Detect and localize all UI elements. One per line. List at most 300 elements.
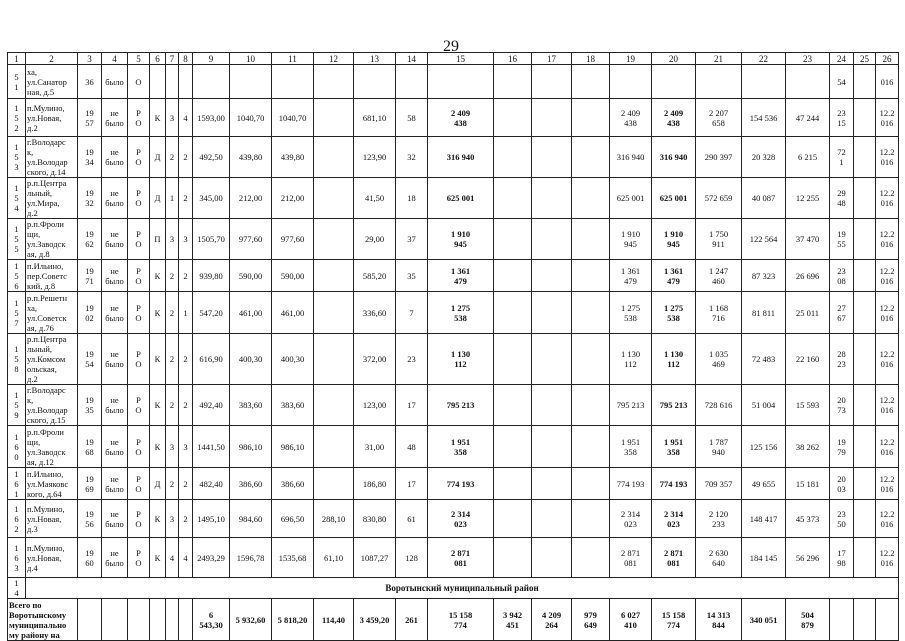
cell-empty xyxy=(102,599,128,641)
cell-c23: 12 255 xyxy=(786,178,830,219)
cell-c24: 54 xyxy=(830,65,854,99)
cell-c22: 49 655 xyxy=(742,468,786,500)
cell-c21: 572 659 xyxy=(696,178,742,219)
cell-c21: 2 207 658 xyxy=(696,99,742,137)
column-number-header: 26 xyxy=(876,53,899,65)
cell-c26: 12.2 016 xyxy=(876,219,899,260)
cell-c6: Д xyxy=(150,178,166,219)
cell-c11: 977,60 xyxy=(272,219,314,260)
cell-c20: 1 910 945 xyxy=(652,219,696,260)
cell-c12 xyxy=(314,178,354,219)
cell-c6: К xyxy=(150,334,166,385)
cell-c14: 7 xyxy=(396,292,428,334)
cell-c11: 461,00 xyxy=(272,292,314,334)
cell-year: 19 60 xyxy=(78,538,102,578)
cell-c15: 1 130 112 xyxy=(428,334,494,385)
cell-repair: не было xyxy=(102,137,128,178)
cell-repair: не было xyxy=(102,292,128,334)
cell-c14: 17 xyxy=(396,385,428,426)
table-row xyxy=(8,426,899,468)
cell-c13: 585,20 xyxy=(354,260,396,292)
cell-c21: 1 168 716 xyxy=(696,292,742,334)
cell-c13: 29,00 xyxy=(354,219,396,260)
cell-repair: не было xyxy=(102,219,128,260)
cell-mat: Р О xyxy=(128,468,150,500)
cell-c23: 56 296 xyxy=(786,538,830,578)
cell-c10: 461,00 xyxy=(230,292,272,334)
cell-repair: не было xyxy=(102,500,128,538)
cell-c20: 625 001 xyxy=(652,178,696,219)
district-title: Воротынский муниципальный район xyxy=(26,578,899,599)
cell-c19: 1 951 358 xyxy=(610,426,652,468)
cell-c21: 290 397 xyxy=(696,137,742,178)
cell-c18 xyxy=(572,137,610,178)
cell-c19: 1 910 945 xyxy=(610,219,652,260)
column-number-header: 18 xyxy=(572,53,610,65)
cell-c25 xyxy=(854,334,876,385)
cell-c15: 1 275 538 xyxy=(428,292,494,334)
cell-c17 xyxy=(532,426,572,468)
cell-year: 19 57 xyxy=(78,99,102,137)
cell-c8: 4 xyxy=(179,538,193,578)
cell-year: 19 62 xyxy=(78,219,102,260)
cell-c10: 984,60 xyxy=(230,500,272,538)
cell-c22: 72 483 xyxy=(742,334,786,385)
cell-c16 xyxy=(494,468,532,500)
cell-c7: 3 xyxy=(166,99,179,137)
cell-c10: 590,00 xyxy=(230,260,272,292)
total-c17: 4 209 264 xyxy=(532,599,572,641)
cell-c6 xyxy=(150,65,166,99)
cell-c11: 1535,68 xyxy=(272,538,314,578)
cell-c15: 2 871 081 xyxy=(428,538,494,578)
cell-c24: 20 03 xyxy=(830,468,854,500)
cell-c12 xyxy=(314,385,354,426)
cell-num: 1 5 7 xyxy=(8,292,26,334)
cell-c18 xyxy=(572,292,610,334)
cell-c12 xyxy=(314,334,354,385)
cell-c18 xyxy=(572,65,610,99)
total-c10: 5 932,60 xyxy=(230,599,272,641)
cell-empty xyxy=(150,599,166,641)
cell-c21: 709 357 xyxy=(696,468,742,500)
cell-year: 19 32 xyxy=(78,178,102,219)
cell-c22 xyxy=(742,65,786,99)
column-number-header: 16 xyxy=(494,53,532,65)
cell-c24: 23 08 xyxy=(830,260,854,292)
column-number-header: 4 xyxy=(102,53,128,65)
cell-c9: 1593,00 xyxy=(193,99,230,137)
cell-c18 xyxy=(572,219,610,260)
cell-year: 36 xyxy=(78,65,102,99)
cell-num: 1 5 6 xyxy=(8,260,26,292)
cell-c6: К xyxy=(150,385,166,426)
table-row xyxy=(8,260,899,292)
total-c23: 504 879 xyxy=(786,599,830,641)
district-total-row xyxy=(8,599,899,641)
total-c18: 979 649 xyxy=(572,599,610,641)
cell-c12 xyxy=(314,292,354,334)
cell-c13: 123,00 xyxy=(354,385,396,426)
cell-addr: г.Володарс к, ул.Володар ского, д.15 xyxy=(26,385,78,426)
district-header-row xyxy=(8,578,899,599)
cell-c10: 400,30 xyxy=(230,334,272,385)
cell-c19: 2 871 081 xyxy=(610,538,652,578)
cell-c26: 12.2 016 xyxy=(876,334,899,385)
cell-c20: 1 951 358 xyxy=(652,426,696,468)
cell-c13: 681,10 xyxy=(354,99,396,137)
column-number-header: 6 xyxy=(150,53,166,65)
column-number-header: 17 xyxy=(532,53,572,65)
cell-c9: 482,40 xyxy=(193,468,230,500)
cell-c26: 12.2 016 xyxy=(876,385,899,426)
cell-c8: 2 xyxy=(179,260,193,292)
cell-addr: р.п.Центра льный, ул.Мира, д.2 xyxy=(26,178,78,219)
total-c14: 261 xyxy=(396,599,428,641)
cell-c22: 87 323 xyxy=(742,260,786,292)
cell-c14: 128 xyxy=(396,538,428,578)
cell-num: 1 5 9 xyxy=(8,385,26,426)
column-number-header: 23 xyxy=(786,53,830,65)
cell-c10: 386,60 xyxy=(230,468,272,500)
cell-num: 1 5 3 xyxy=(8,137,26,178)
cell-c25 xyxy=(854,219,876,260)
total-c12: 114,40 xyxy=(314,599,354,641)
cell-c19: 2 409 438 xyxy=(610,99,652,137)
cell-c7: 3 xyxy=(166,219,179,260)
cell-addr: ха, ул.Санатор ная, д.5 xyxy=(26,65,78,99)
cell-year: 19 02 xyxy=(78,292,102,334)
cell-c22: 81 811 xyxy=(742,292,786,334)
cell-c15: 1 910 945 xyxy=(428,219,494,260)
cell-mat: Р О xyxy=(128,500,150,538)
cell-mat: Р О xyxy=(128,99,150,137)
column-number-header: 2 xyxy=(26,53,78,65)
cell-c7: 3 xyxy=(166,500,179,538)
cell-c17 xyxy=(532,178,572,219)
cell-c25 xyxy=(854,65,876,99)
cell-c20: 1 275 538 xyxy=(652,292,696,334)
cell-c11: 400,30 xyxy=(272,334,314,385)
cell-addr: р.п.Решетн ха, ул.Советск ая, д.76 xyxy=(26,292,78,334)
column-number-header: 15 xyxy=(428,53,494,65)
cell-repair: не было xyxy=(102,99,128,137)
table-row xyxy=(8,178,899,219)
total-c20: 15 158 774 xyxy=(652,599,696,641)
cell-empty xyxy=(128,599,150,641)
cell-c9: 345,00 xyxy=(193,178,230,219)
cell-c20 xyxy=(652,65,696,99)
cell-c18 xyxy=(572,99,610,137)
cell-c8: 2 xyxy=(179,137,193,178)
cell-c6: К xyxy=(150,500,166,538)
cell-c14: 17 xyxy=(396,468,428,500)
cell-c17 xyxy=(532,500,572,538)
cell-addr: п.Мулино, ул.Новая, д.3 xyxy=(26,500,78,538)
cell-c7: 2 xyxy=(166,260,179,292)
cell-c21: 1 247 460 xyxy=(696,260,742,292)
cell-c16 xyxy=(494,426,532,468)
column-number-header: 19 xyxy=(610,53,652,65)
cell-c13: 830,80 xyxy=(354,500,396,538)
cell-c25 xyxy=(854,178,876,219)
cell-c14 xyxy=(396,65,428,99)
cell-c16 xyxy=(494,500,532,538)
total-label: Всего по Воротынскому муниципально му району на xyxy=(8,599,78,641)
cell-c16 xyxy=(494,219,532,260)
cell-c19: 774 193 xyxy=(610,468,652,500)
column-number-header: 25 xyxy=(854,53,876,65)
cell-addr: п.Мулино, ул.Новая, д.2 xyxy=(26,99,78,137)
cell-c16 xyxy=(494,538,532,578)
cell-c6: Д xyxy=(150,137,166,178)
column-number-header: 12 xyxy=(314,53,354,65)
cell-c24: 23 15 xyxy=(830,99,854,137)
cell-c25 xyxy=(854,468,876,500)
cell-c9 xyxy=(193,65,230,99)
cell-c8 xyxy=(179,65,193,99)
cell-c10: 1596,78 xyxy=(230,538,272,578)
cell-repair: не было xyxy=(102,260,128,292)
cell-c18 xyxy=(572,468,610,500)
cell-c6: П xyxy=(150,219,166,260)
cell-c8: 2 xyxy=(179,468,193,500)
cell-c9: 492,40 xyxy=(193,385,230,426)
cell-c26: 12.2 016 xyxy=(876,426,899,468)
cell-c7: 2 xyxy=(166,334,179,385)
column-number-header: 21 xyxy=(696,53,742,65)
cell-c16 xyxy=(494,260,532,292)
table-row xyxy=(8,385,899,426)
cell-c21: 2 120 233 xyxy=(696,500,742,538)
cell-addr: п.Ильино, ул.Маяковс кого, д.64 xyxy=(26,468,78,500)
total-c22: 340 051 xyxy=(742,599,786,641)
cell-c22: 122 564 xyxy=(742,219,786,260)
cell-c24: 19 55 xyxy=(830,219,854,260)
cell-c16 xyxy=(494,99,532,137)
cell-c12 xyxy=(314,99,354,137)
cell-c21: 728 616 xyxy=(696,385,742,426)
table-row xyxy=(8,468,899,500)
cell-c18 xyxy=(572,500,610,538)
cell-addr: р.п.Фроли щи, ул.Заводск ая, д.8 xyxy=(26,219,78,260)
cell-empty xyxy=(166,599,179,641)
cell-c8: 2 xyxy=(179,334,193,385)
table-row xyxy=(8,538,899,578)
column-number-header: 5 xyxy=(128,53,150,65)
cell-c25 xyxy=(854,137,876,178)
column-number-header: 1 xyxy=(8,53,26,65)
cell-c15: 2 409 438 xyxy=(428,99,494,137)
cell-c20: 2 314 023 xyxy=(652,500,696,538)
cell-addr: п.Мулино, ул.Новая, д.4 xyxy=(26,538,78,578)
cell-addr: п.Ильино, пер.Советс кий, д.8 xyxy=(26,260,78,292)
cell-c16 xyxy=(494,385,532,426)
cell-c10: 383,60 xyxy=(230,385,272,426)
cell-num: 1 6 3 xyxy=(8,538,26,578)
cell-mat: Р О xyxy=(128,219,150,260)
cell-c6: К xyxy=(150,292,166,334)
cell-c6: К xyxy=(150,426,166,468)
cell-c23: 26 696 xyxy=(786,260,830,292)
repair-register-table xyxy=(7,52,899,641)
cell-mat: Р О xyxy=(128,260,150,292)
cell-c24: 20 73 xyxy=(830,385,854,426)
cell-c23: 22 160 xyxy=(786,334,830,385)
cell-c15: 625 001 xyxy=(428,178,494,219)
cell-mat: Р О xyxy=(128,334,150,385)
cell-c8: 2 xyxy=(179,385,193,426)
cell-mat: Р О xyxy=(128,426,150,468)
cell-c22: 40 087 xyxy=(742,178,786,219)
cell-c26: 12.2 016 xyxy=(876,292,899,334)
cell-c11: 386,60 xyxy=(272,468,314,500)
column-number-header: 14 xyxy=(396,53,428,65)
cell-c15: 2 314 023 xyxy=(428,500,494,538)
cell-c16 xyxy=(494,334,532,385)
cell-c13: 41,50 xyxy=(354,178,396,219)
cell-c23: 47 244 xyxy=(786,99,830,137)
cell-c14: 18 xyxy=(396,178,428,219)
cell-addr: г.Володарс к, ул.Володар ского, д.14 xyxy=(26,137,78,178)
cell-c17 xyxy=(532,292,572,334)
cell-c9: 1495,10 xyxy=(193,500,230,538)
cell-num: 1 5 5 xyxy=(8,219,26,260)
cell-mat: Р О xyxy=(128,292,150,334)
cell-c24: 27 67 xyxy=(830,292,854,334)
cell-c11: 696,50 xyxy=(272,500,314,538)
cell-c19: 1 130 112 xyxy=(610,334,652,385)
cell-c16 xyxy=(494,65,532,99)
total-c21: 14 313 844 xyxy=(696,599,742,641)
cell-mat: Р О xyxy=(128,137,150,178)
cell-c25 xyxy=(854,260,876,292)
cell-repair: не было xyxy=(102,334,128,385)
cell-addr: р.п.Центра льный, ул.Комсом ольская, д.2 xyxy=(26,334,78,385)
cell-mat: Р О xyxy=(128,385,150,426)
cell-c10: 439,80 xyxy=(230,137,272,178)
cell-c19: 1 275 538 xyxy=(610,292,652,334)
cell-c8: 2 xyxy=(179,178,193,219)
cell-c12 xyxy=(314,219,354,260)
cell-c8: 3 xyxy=(179,426,193,468)
cell-num: 1 6 1 xyxy=(8,468,26,500)
cell-c25 xyxy=(854,99,876,137)
cell-c9: 1441,50 xyxy=(193,426,230,468)
cell-c8: 2 xyxy=(179,500,193,538)
page-number: 29 xyxy=(443,38,459,55)
cell-c13: 186,80 xyxy=(354,468,396,500)
total-c9: 6 543,30 xyxy=(193,599,230,641)
total-c19: 6 027 410 xyxy=(610,599,652,641)
cell-c9: 2493,29 xyxy=(193,538,230,578)
cell-c8: 3 xyxy=(179,219,193,260)
cell-c26: 12.2 016 xyxy=(876,468,899,500)
cell-c20: 774 193 xyxy=(652,468,696,500)
table-row xyxy=(8,500,899,538)
column-number-header: 22 xyxy=(742,53,786,65)
cell-c11: 439,80 xyxy=(272,137,314,178)
cell-c26: 12.2 016 xyxy=(876,500,899,538)
cell-c12 xyxy=(314,260,354,292)
cell-c26: 12.2 016 xyxy=(876,538,899,578)
table-row xyxy=(8,334,899,385)
cell-c23: 37 470 xyxy=(786,219,830,260)
cell-c12 xyxy=(314,65,354,99)
cell-c10: 986,10 xyxy=(230,426,272,468)
cell-empty xyxy=(179,599,193,641)
cell-c15: 1 361 479 xyxy=(428,260,494,292)
cell-year: 19 69 xyxy=(78,468,102,500)
total-c25 xyxy=(854,599,876,641)
cell-c20: 1 130 112 xyxy=(652,334,696,385)
cell-c14: 58 xyxy=(396,99,428,137)
cell-c19: 2 314 023 xyxy=(610,500,652,538)
column-number-row xyxy=(8,53,899,65)
cell-c24: 29 48 xyxy=(830,178,854,219)
cell-c25 xyxy=(854,292,876,334)
cell-mat: Р О xyxy=(128,538,150,578)
cell-c18 xyxy=(572,426,610,468)
cell-c7: 4 xyxy=(166,538,179,578)
cell-c24: 17 98 xyxy=(830,538,854,578)
cell-c7 xyxy=(166,65,179,99)
cell-c21: 1 787 940 xyxy=(696,426,742,468)
cell-repair: не было xyxy=(102,385,128,426)
cell-c23: 25 011 xyxy=(786,292,830,334)
table-row xyxy=(8,219,899,260)
cell-c17 xyxy=(532,219,572,260)
column-number-header: 8 xyxy=(179,53,193,65)
column-number-header: 9 xyxy=(193,53,230,65)
cell-year: 19 56 xyxy=(78,500,102,538)
cell-c17 xyxy=(532,65,572,99)
cell-c11: 1040,70 xyxy=(272,99,314,137)
cell-c24: 23 50 xyxy=(830,500,854,538)
cell-c20: 795 213 xyxy=(652,385,696,426)
cell-c9: 547,20 xyxy=(193,292,230,334)
cell-c7: 2 xyxy=(166,292,179,334)
cell-c12 xyxy=(314,426,354,468)
cell-c26: 12.2 016 xyxy=(876,99,899,137)
cell-c15: 316 940 xyxy=(428,137,494,178)
cell-c6: К xyxy=(150,99,166,137)
cell-c6: К xyxy=(150,260,166,292)
cell-c13: 336,60 xyxy=(354,292,396,334)
cell-repair: не было xyxy=(102,538,128,578)
total-c15: 15 158 774 xyxy=(428,599,494,641)
cell-c9: 939,80 xyxy=(193,260,230,292)
cell-c16 xyxy=(494,292,532,334)
cell-c11: 986,10 xyxy=(272,426,314,468)
cell-year: 19 34 xyxy=(78,137,102,178)
table-row xyxy=(8,292,899,334)
cell-c20: 2 409 438 xyxy=(652,99,696,137)
cell-c7: 3 xyxy=(166,426,179,468)
cell-c17 xyxy=(532,260,572,292)
total-c13: 3 459,20 xyxy=(354,599,396,641)
cell-c21: 1 035 469 xyxy=(696,334,742,385)
cell-c13: 372,00 xyxy=(354,334,396,385)
cell-c15: 795 213 xyxy=(428,385,494,426)
cell-c23: 6 215 xyxy=(786,137,830,178)
column-number-header: 7 xyxy=(166,53,179,65)
cell-c10: 212,00 xyxy=(230,178,272,219)
cell-c26: 016 xyxy=(876,65,899,99)
cell-c25 xyxy=(854,538,876,578)
cell-repair: не было xyxy=(102,178,128,219)
cell-c14: 32 xyxy=(396,137,428,178)
